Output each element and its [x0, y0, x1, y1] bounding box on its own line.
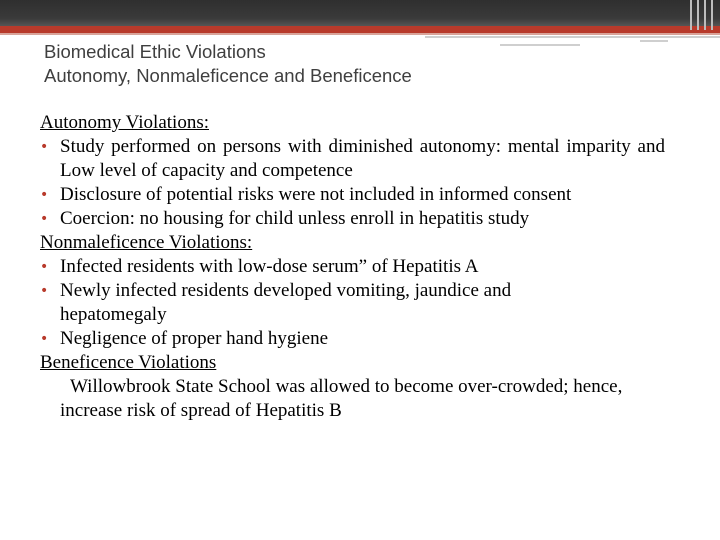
bullet-icon: •: [40, 211, 49, 227]
slide-title: [44, 40, 412, 88]
header-stripe: [704, 0, 706, 30]
beneficence-paragraph: [40, 375, 665, 423]
header-divider: [500, 44, 580, 46]
bullet-icon: •: [40, 139, 49, 155]
bullet-text: Disclosure of potential risks were not included in informed consent: [60, 184, 572, 205]
slide-title-line-1: Biomedical Ethic Violations: [44, 41, 266, 62]
bullet-icon: •: [40, 283, 49, 299]
bullet-text: Study performed on persons with diminished autonomy: mental imparity and Low level of capacity and competence: [60, 136, 665, 181]
bullet-icon: •: [40, 259, 49, 275]
list-item: [40, 207, 665, 231]
list-item: [40, 255, 665, 279]
header-accent-line: [0, 33, 720, 35]
list-item: [40, 183, 665, 207]
bullet-text: Infected residents with low-dose serum” of Hepatitis A: [60, 256, 479, 277]
header-accent-bar: [0, 26, 720, 33]
header-divider: [425, 36, 720, 38]
bullet-text: Coercion: no housing for child unless enroll in hepatitis study: [60, 208, 530, 229]
list-item: [40, 279, 665, 327]
list-item: [40, 135, 665, 183]
slide-body: [40, 111, 665, 423]
bullet-icon: •: [40, 331, 49, 347]
paragraph-text: Willowbrook State School was allowed to become over-crowded; hence, increase risk of spread of Hepatitis B: [60, 376, 623, 421]
header-band: [0, 0, 720, 26]
header-divider: [640, 40, 668, 42]
autonomy-heading: Autonomy Violations:: [40, 112, 209, 133]
nonmaleficence-heading: Nonmaleficence Violations:: [40, 232, 253, 253]
list-item: [40, 327, 665, 351]
beneficence-heading: Beneficence Violations: [40, 352, 217, 373]
bullet-text: Negligence of proper hand hygiene: [60, 328, 329, 349]
slide-title-line-2: Autonomy, Nonmaleficence and Beneficence: [44, 65, 412, 86]
bullet-text: Newly infected residents developed vomiting, jaundice and hepatomegaly: [60, 280, 512, 325]
bullet-icon: •: [40, 187, 49, 203]
header-stripe: [697, 0, 699, 30]
header-stripe: [690, 0, 692, 30]
header-stripe: [711, 0, 713, 30]
